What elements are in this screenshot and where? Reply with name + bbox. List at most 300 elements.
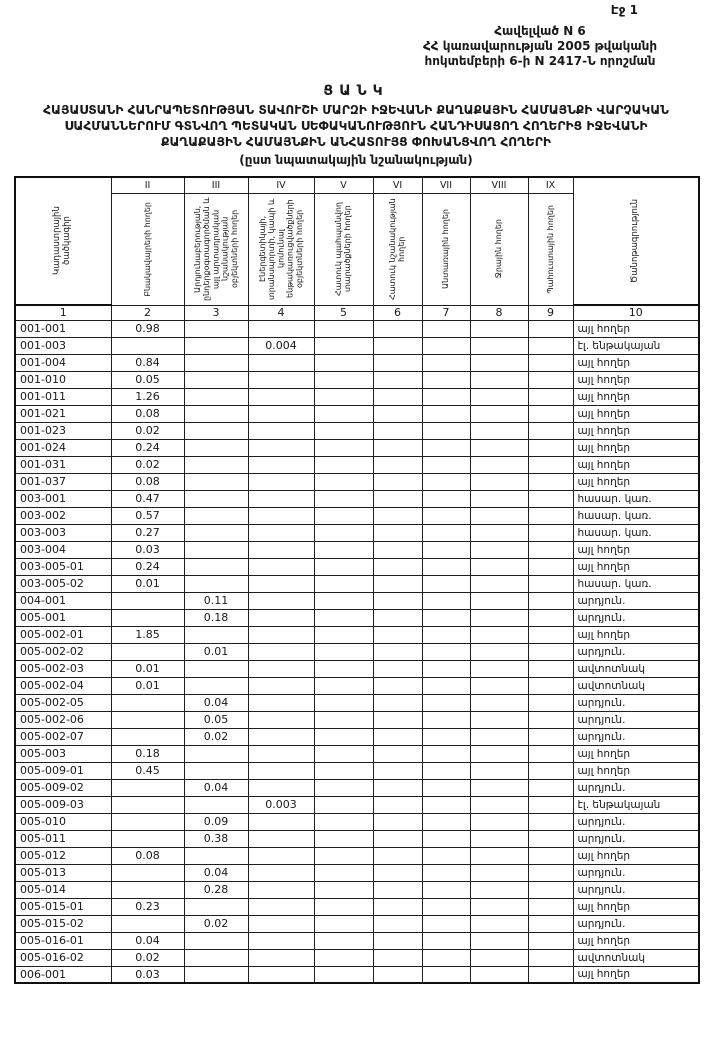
header-water-lands: Ջրային հողեր xyxy=(470,193,528,305)
table-row xyxy=(15,847,699,864)
area-value-cell xyxy=(248,677,314,694)
area-value-cell: 0.18 xyxy=(184,609,248,626)
title-block xyxy=(0,83,712,167)
area-value-cell xyxy=(314,677,373,694)
subtitle-line-3: ՔԱՂԱՔԱՅԻՆ ՀԱՄԱՅՆՔԻՆ ԱՆՀԱՏՈՒՅՑ ՓՈԽԱՆՑՎՈՂ ՀՈՂԵՐԻ xyxy=(160,135,551,149)
area-value-cell xyxy=(314,541,373,558)
area-value-cell xyxy=(373,915,422,932)
area-value-cell xyxy=(422,473,470,490)
area-value-cell xyxy=(111,592,184,609)
area-value-cell xyxy=(184,949,248,966)
note-cell: արդյուն. xyxy=(573,779,699,796)
note-cell: այլ հողեր xyxy=(573,371,699,388)
table-row xyxy=(15,626,699,643)
area-value-cell xyxy=(528,694,573,711)
area-value-cell xyxy=(470,558,528,575)
area-value-cell xyxy=(422,779,470,796)
table-row xyxy=(15,439,699,456)
area-value-cell: 0.04 xyxy=(111,932,184,949)
area-value-cell xyxy=(422,371,470,388)
note-cell: այլ հողեր xyxy=(573,320,699,337)
cadastral-code-cell: 005-014 xyxy=(15,881,111,898)
area-value-cell: 0.08 xyxy=(111,847,184,864)
table-row xyxy=(15,830,699,847)
area-value-cell xyxy=(470,949,528,966)
area-value-cell xyxy=(314,507,373,524)
col-number-8: 8 xyxy=(470,305,528,320)
note-cell: այլ հողեր xyxy=(573,898,699,915)
table-row xyxy=(15,762,699,779)
table-row xyxy=(15,813,699,830)
area-value-cell xyxy=(314,830,373,847)
area-value-cell xyxy=(373,728,422,745)
area-value-cell xyxy=(248,456,314,473)
col-number-7: 7 xyxy=(422,305,470,320)
area-value-cell xyxy=(422,660,470,677)
area-value-cell xyxy=(422,609,470,626)
roman-col-7: VII xyxy=(422,177,470,193)
area-value-cell xyxy=(314,796,373,813)
area-value-cell: 0.11 xyxy=(184,592,248,609)
note-cell: այլ հողեր xyxy=(573,558,699,575)
note-cell: այլ հողեր xyxy=(573,966,699,983)
table-row xyxy=(15,864,699,881)
area-value-cell xyxy=(470,779,528,796)
area-value-cell xyxy=(248,558,314,575)
area-value-cell xyxy=(470,388,528,405)
col-number-4: 4 xyxy=(248,305,314,320)
table-body xyxy=(15,320,699,983)
area-value-cell xyxy=(373,320,422,337)
area-value-cell xyxy=(314,388,373,405)
area-value-cell xyxy=(184,541,248,558)
area-value-cell xyxy=(373,626,422,643)
area-value-cell xyxy=(314,337,373,354)
cadastral-code-cell: 005-009-02 xyxy=(15,779,111,796)
area-value-cell xyxy=(422,558,470,575)
area-value-cell xyxy=(422,711,470,728)
area-value-cell xyxy=(422,864,470,881)
area-value-cell xyxy=(528,541,573,558)
cadastral-code-cell: 003-005-01 xyxy=(15,558,111,575)
table-row xyxy=(15,354,699,371)
area-value-cell xyxy=(184,966,248,983)
area-value-cell xyxy=(422,626,470,643)
area-value-cell xyxy=(373,796,422,813)
note-cell: այլ հողեր xyxy=(573,745,699,762)
note-cell: հասար. կառ. xyxy=(573,575,699,592)
cadastral-code-cell: 001-024 xyxy=(15,439,111,456)
area-value-cell xyxy=(470,405,528,422)
table-row xyxy=(15,490,699,507)
cadastral-code-cell: 005-002-07 xyxy=(15,728,111,745)
table-row xyxy=(15,592,699,609)
document-subtitle xyxy=(0,102,712,150)
area-value-cell xyxy=(422,915,470,932)
area-value-cell xyxy=(111,337,184,354)
area-value-cell xyxy=(184,575,248,592)
table-row xyxy=(15,524,699,541)
area-value-cell xyxy=(470,337,528,354)
cadastral-code-cell: 003-002 xyxy=(15,507,111,524)
area-value-cell: 0.02 xyxy=(111,456,184,473)
table-row xyxy=(15,541,699,558)
area-value-cell xyxy=(528,677,573,694)
area-value-cell xyxy=(422,966,470,983)
area-value-cell xyxy=(184,405,248,422)
table-row xyxy=(15,609,699,626)
area-value-cell xyxy=(422,354,470,371)
area-value-cell xyxy=(528,473,573,490)
note-cell: հասար. կառ. xyxy=(573,507,699,524)
area-value-cell xyxy=(373,422,422,439)
area-value-cell xyxy=(528,337,573,354)
area-value-cell xyxy=(373,779,422,796)
area-value-cell xyxy=(373,473,422,490)
appendix-line-1: Հավելված N 6 xyxy=(494,24,586,38)
area-value-cell xyxy=(314,643,373,660)
table-row xyxy=(15,320,699,337)
area-value-cell: 0.02 xyxy=(184,728,248,745)
area-value-cell xyxy=(422,490,470,507)
area-value-cell xyxy=(470,354,528,371)
area-value-cell: 0.24 xyxy=(111,439,184,456)
area-value-cell xyxy=(528,728,573,745)
area-value-cell xyxy=(528,813,573,830)
area-value-cell xyxy=(528,388,573,405)
area-value-cell xyxy=(184,796,248,813)
area-value-cell xyxy=(422,847,470,864)
note-cell: այլ հողեր xyxy=(573,626,699,643)
area-value-cell: 0.003 xyxy=(248,796,314,813)
cadastral-code-cell: 005-001 xyxy=(15,609,111,626)
note-cell: էլ. ենթակայան xyxy=(573,337,699,354)
area-value-cell: 0.08 xyxy=(111,405,184,422)
area-value-cell xyxy=(248,881,314,898)
area-value-cell xyxy=(248,915,314,932)
cadastral-code-cell: 003-004 xyxy=(15,541,111,558)
area-value-cell xyxy=(314,354,373,371)
area-value-cell xyxy=(248,643,314,660)
area-value-cell xyxy=(422,524,470,541)
page-number: Էջ 1 xyxy=(610,3,638,17)
area-value-cell: 0.02 xyxy=(184,915,248,932)
area-value-cell xyxy=(314,558,373,575)
area-value-cell xyxy=(422,728,470,745)
table-row xyxy=(15,898,699,915)
area-value-cell: 1.85 xyxy=(111,626,184,643)
area-value-cell xyxy=(248,422,314,439)
area-value-cell xyxy=(373,677,422,694)
note-cell: արդյուն. xyxy=(573,813,699,830)
cadastral-code-cell: 005-003 xyxy=(15,745,111,762)
table-row xyxy=(15,558,699,575)
note-cell: արդյուն. xyxy=(573,864,699,881)
col-number-3: 3 xyxy=(184,305,248,320)
appendix-line-2: ՀՀ կառավարության 2005 թվականի xyxy=(422,39,658,53)
note-cell: արդյուն. xyxy=(573,694,699,711)
area-value-cell xyxy=(373,694,422,711)
area-value-cell xyxy=(528,830,573,847)
cadastral-code-cell: 001-001 xyxy=(15,320,111,337)
col-number-10: 10 xyxy=(573,305,699,320)
column-number-row xyxy=(15,305,699,320)
col-number-9: 9 xyxy=(528,305,573,320)
area-value-cell: 0.01 xyxy=(111,677,184,694)
area-value-cell xyxy=(248,813,314,830)
area-value-cell xyxy=(111,864,184,881)
area-value-cell xyxy=(528,575,573,592)
area-value-cell xyxy=(373,745,422,762)
area-value-cell xyxy=(248,728,314,745)
area-value-cell: 0.04 xyxy=(184,779,248,796)
area-value-cell: 0.47 xyxy=(111,490,184,507)
cadastral-code-cell: 005-009-03 xyxy=(15,796,111,813)
area-value-cell xyxy=(111,711,184,728)
area-value-cell xyxy=(373,371,422,388)
col-number-6: 6 xyxy=(373,305,422,320)
area-value-cell xyxy=(373,898,422,915)
area-value-cell xyxy=(373,524,422,541)
area-value-cell xyxy=(470,694,528,711)
roman-numeral-row xyxy=(15,177,699,193)
area-value-cell xyxy=(248,711,314,728)
area-value-cell xyxy=(422,813,470,830)
area-value-cell xyxy=(470,592,528,609)
area-value-cell xyxy=(111,830,184,847)
note-cell: արդյուն. xyxy=(573,915,699,932)
area-value-cell xyxy=(248,371,314,388)
note-cell: արդյուն. xyxy=(573,592,699,609)
area-value-cell xyxy=(470,507,528,524)
area-value-cell: 0.23 xyxy=(111,898,184,915)
area-value-cell xyxy=(248,405,314,422)
area-value-cell xyxy=(111,609,184,626)
area-value-cell xyxy=(470,524,528,541)
area-value-cell xyxy=(470,830,528,847)
area-value-cell xyxy=(373,881,422,898)
cadastral-code-cell: 001-011 xyxy=(15,388,111,405)
area-value-cell xyxy=(422,388,470,405)
area-value-cell xyxy=(248,966,314,983)
area-value-cell xyxy=(314,711,373,728)
area-value-cell xyxy=(470,626,528,643)
area-value-cell xyxy=(470,473,528,490)
area-value-cell xyxy=(470,439,528,456)
area-value-cell xyxy=(373,609,422,626)
area-value-cell xyxy=(248,575,314,592)
table-row xyxy=(15,575,699,592)
area-value-cell xyxy=(248,745,314,762)
note-cell: այլ հողեր xyxy=(573,473,699,490)
area-value-cell xyxy=(184,847,248,864)
area-value-cell xyxy=(470,490,528,507)
area-value-cell xyxy=(528,439,573,456)
area-value-cell xyxy=(314,745,373,762)
cadastral-code-cell: 003-003 xyxy=(15,524,111,541)
header-industrial-lands: Արդյունաբերության, ընդերքօգտագործման և այլ արտադրական նշանակության օբյեկտների հողեր xyxy=(184,193,248,305)
note-cell: ավտոտնակ xyxy=(573,949,699,966)
area-value-cell xyxy=(248,354,314,371)
cadastral-code-cell: 005-009-01 xyxy=(15,762,111,779)
area-value-cell xyxy=(470,932,528,949)
cadastral-code-cell: 001-023 xyxy=(15,422,111,439)
cadastral-code-cell: 005-002-03 xyxy=(15,660,111,677)
area-value-cell xyxy=(373,966,422,983)
note-cell: ավտոտնակ xyxy=(573,677,699,694)
area-value-cell xyxy=(111,813,184,830)
area-value-cell xyxy=(470,643,528,660)
area-value-cell xyxy=(248,762,314,779)
area-value-cell: 0.38 xyxy=(184,830,248,847)
area-value-cell: 0.01 xyxy=(111,575,184,592)
area-value-cell: 0.02 xyxy=(111,422,184,439)
area-value-cell xyxy=(373,456,422,473)
cadastral-code-cell: 001-003 xyxy=(15,337,111,354)
area-value-cell xyxy=(111,694,184,711)
header-special-purpose-lands: Հատուկ նշանակության հողեր xyxy=(373,193,422,305)
cadastral-code-cell: 005-013 xyxy=(15,864,111,881)
area-value-cell xyxy=(373,711,422,728)
area-value-cell xyxy=(422,422,470,439)
area-value-cell xyxy=(248,864,314,881)
note-cell: էլ. ենթակայան xyxy=(573,796,699,813)
area-value-cell xyxy=(528,898,573,915)
roman-col-5: V xyxy=(314,177,373,193)
area-value-cell xyxy=(528,915,573,932)
roman-col-3: III xyxy=(184,177,248,193)
area-value-cell xyxy=(470,541,528,558)
area-value-cell xyxy=(528,881,573,898)
area-value-cell xyxy=(314,626,373,643)
area-value-cell xyxy=(248,898,314,915)
area-value-cell xyxy=(528,626,573,643)
area-value-cell xyxy=(314,949,373,966)
area-value-cell xyxy=(373,830,422,847)
area-value-cell xyxy=(314,473,373,490)
area-value-cell xyxy=(528,456,573,473)
area-value-cell xyxy=(314,694,373,711)
area-value-cell xyxy=(470,575,528,592)
area-value-cell xyxy=(248,694,314,711)
area-value-cell xyxy=(528,558,573,575)
area-value-cell xyxy=(248,592,314,609)
area-value-cell: 0.05 xyxy=(184,711,248,728)
area-value-cell xyxy=(373,405,422,422)
area-value-cell xyxy=(528,745,573,762)
roman-col-8: VIII xyxy=(470,177,528,193)
cadastral-code-cell: 005-002-04 xyxy=(15,677,111,694)
col-number-1: 1 xyxy=(15,305,111,320)
header-reserve-lands: Պահուստային հողեր xyxy=(528,193,573,305)
area-value-cell xyxy=(184,371,248,388)
area-value-cell: 0.004 xyxy=(248,337,314,354)
area-value-cell xyxy=(314,490,373,507)
area-value-cell xyxy=(248,320,314,337)
header-protected-lands: Հատուկ պահպանվող տարածքների հողեր xyxy=(314,193,373,305)
table-row xyxy=(15,473,699,490)
area-value-cell xyxy=(314,915,373,932)
cadastral-code-cell: 001-021 xyxy=(15,405,111,422)
table-row xyxy=(15,405,699,422)
area-value-cell xyxy=(373,864,422,881)
area-value-cell xyxy=(314,609,373,626)
table-row xyxy=(15,507,699,524)
area-value-cell xyxy=(470,456,528,473)
area-value-cell xyxy=(248,932,314,949)
area-value-cell: 0.84 xyxy=(111,354,184,371)
area-value-cell xyxy=(470,371,528,388)
note-cell: արդյուն. xyxy=(573,711,699,728)
area-value-cell xyxy=(422,541,470,558)
area-value-cell xyxy=(528,507,573,524)
area-value-cell xyxy=(314,320,373,337)
area-value-cell xyxy=(528,779,573,796)
area-value-cell xyxy=(528,847,573,864)
area-value-cell: 0.02 xyxy=(111,949,184,966)
area-value-cell xyxy=(528,711,573,728)
area-value-cell xyxy=(528,422,573,439)
subtitle-line-2: ՍԱՀՄԱՆՆԵՐՈՒՄ ԳՏՆՎՈՂ ՊԵՏԱԿԱՆ ՍԵՓԱԿԱՆՈՒԹՅՈՒՆ ՀԱՆԴԻՍԱՑՈՂ ՀՈՂԵՐԻՑ ԻՋԵՎԱՆԻ xyxy=(64,119,648,133)
area-value-cell xyxy=(470,881,528,898)
area-value-cell xyxy=(314,728,373,745)
area-value-cell xyxy=(528,592,573,609)
area-value-cell xyxy=(422,337,470,354)
area-value-cell xyxy=(528,864,573,881)
roman-col-2: II xyxy=(111,177,184,193)
area-value-cell: 0.98 xyxy=(111,320,184,337)
area-value-cell xyxy=(470,728,528,745)
area-value-cell: 0.09 xyxy=(184,813,248,830)
subtitle-line-1: ՀԱՅԱՍՏԱՆԻ ՀԱՆՐԱՊԵՏՈՒԹՅԱՆ ՏԱՎՈՒՇԻ ՄԱՐԶԻ ԻՋԵՎԱՆԻ ՔԱՂԱՔԱՅԻՆ ՀԱՄԱՅՆՔԻ ՎԱՐՉԱԿԱՆ xyxy=(43,103,669,117)
area-value-cell xyxy=(184,507,248,524)
area-value-cell xyxy=(422,745,470,762)
area-value-cell: 0.04 xyxy=(184,694,248,711)
area-value-cell xyxy=(111,643,184,660)
area-value-cell xyxy=(111,796,184,813)
area-value-cell xyxy=(111,779,184,796)
note-cell: այլ հողեր xyxy=(573,847,699,864)
area-value-cell xyxy=(373,439,422,456)
area-value-cell xyxy=(470,711,528,728)
subtitle-note: (ըստ նպատակային նշանակության) xyxy=(239,153,473,167)
area-value-cell xyxy=(422,881,470,898)
area-value-cell xyxy=(470,422,528,439)
area-value-cell xyxy=(373,558,422,575)
area-value-cell xyxy=(373,660,422,677)
area-value-cell xyxy=(373,575,422,592)
document-title: ՑԱՆԿ xyxy=(323,83,389,99)
area-value-cell xyxy=(248,524,314,541)
area-value-cell xyxy=(314,864,373,881)
note-cell: արդյուն. xyxy=(573,881,699,898)
area-value-cell xyxy=(111,915,184,932)
area-value-cell xyxy=(184,337,248,354)
header-energy-transport-lands: Էներգետիկայի, տրանսպորտի, կապի և կոմունալ ենթակառուցվածքների օբյեկտների հողեր xyxy=(248,193,314,305)
cadastral-code-cell: 006-001 xyxy=(15,966,111,983)
cadastral-code-cell: 001-031 xyxy=(15,456,111,473)
area-value-cell xyxy=(184,473,248,490)
area-value-cell xyxy=(528,643,573,660)
cadastral-code-cell: 005-016-02 xyxy=(15,949,111,966)
area-value-cell xyxy=(373,388,422,405)
area-value-cell xyxy=(422,320,470,337)
area-value-cell xyxy=(528,524,573,541)
area-value-cell xyxy=(248,830,314,847)
note-cell: հասար. կառ. xyxy=(573,524,699,541)
cadastral-code-cell: 005-002-05 xyxy=(15,694,111,711)
area-value-cell xyxy=(422,932,470,949)
